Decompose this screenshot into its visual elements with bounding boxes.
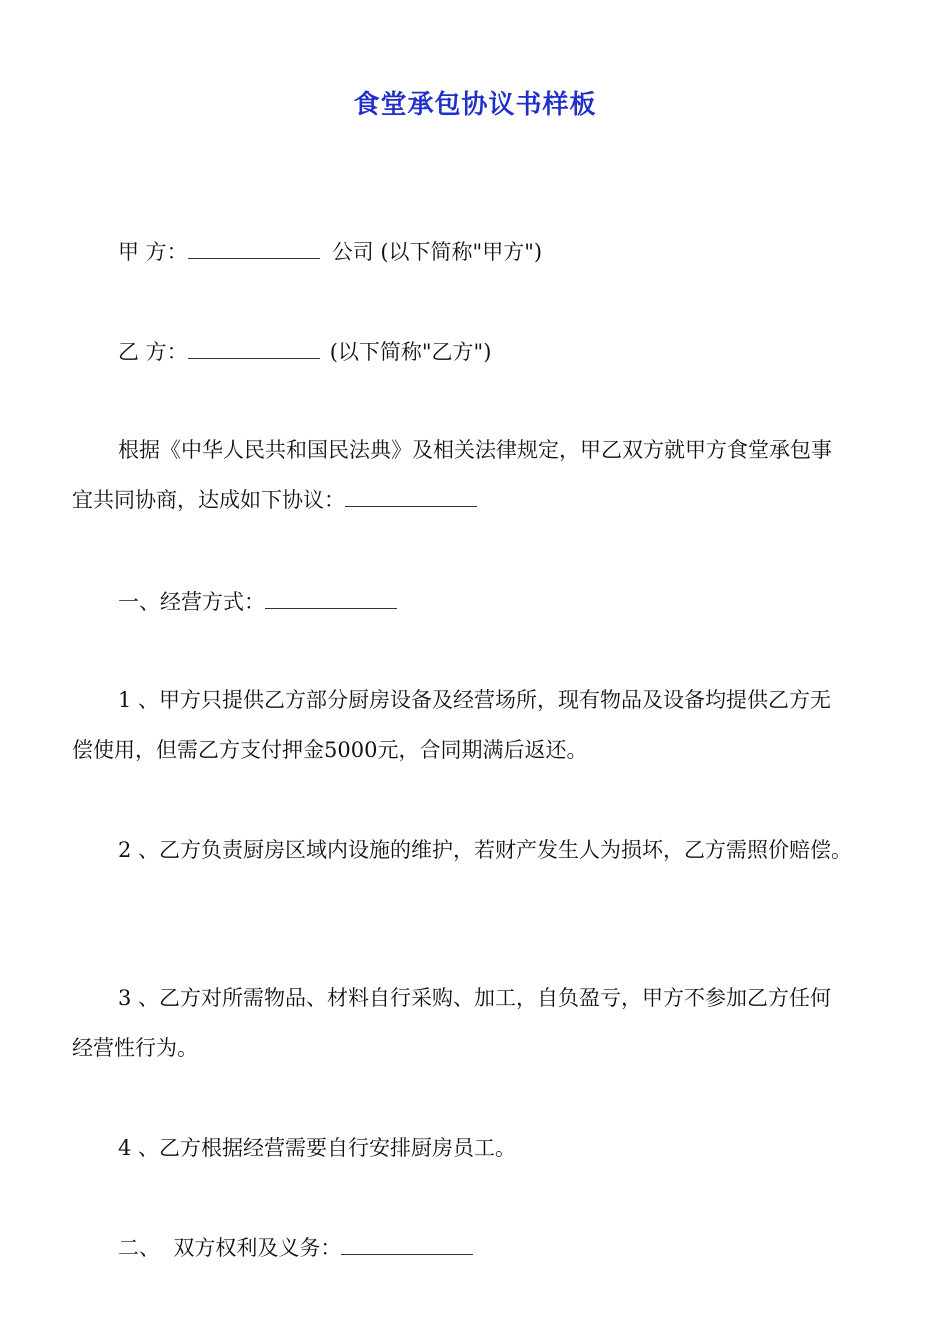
section-2-heading [118,1234,473,1262]
intro-line-1: 根据《中华人民共和国民法典》及相关法律规定，甲乙双方就甲方食堂承包事 [118,438,832,462]
section-2-heading-text: 二、 双方权利及义务： [118,1236,342,1260]
party-a-suffix: 公司 (以下简称"甲方") [331,240,543,264]
item-3-line-2: 经营性行为。 [72,1036,198,1060]
section-1-heading [118,588,397,616]
section-2-blank [341,1236,473,1255]
intro-blank [345,488,477,507]
intro-line-2-text: 宜共同协商，达成如下协议： [72,488,345,512]
item-1-line-1: 1 、甲方只提供乙方部分厨房设备及经营场所，现有物品及设备均提供乙方无 [118,688,832,712]
item-3-line-1: 3 、乙方对所需物品、材料自行采购、加工，自负盈亏，甲方不参加乙方任何 [118,986,832,1010]
item-4-line-1: 4 、乙方根据经营需要自行安排厨房员工。 [118,1136,517,1160]
party-b-suffix: (以下简称"乙方") [329,340,492,364]
section-1-heading-text: 一、经营方式： [118,590,265,614]
item-2-line-1: 2 、乙方负责厨房区域内设施的维护，若财产发生人为损坏，乙方需照价赔偿。 [118,838,853,862]
intro-line-2 [72,486,477,514]
item-1-line-2: 偿使用，但需乙方支付押金5000元，合同期满后返还。 [72,738,588,762]
party-b-label: 乙 方： [118,340,188,364]
party-a-label: 甲 方： [118,240,188,264]
party-a-blank [188,240,320,259]
party-b-blank [188,340,320,359]
section-1-blank [265,590,397,609]
party-a-line [118,238,542,266]
document-title: 食堂承包协议书样板 [353,90,597,120]
party-b-line [118,338,491,366]
